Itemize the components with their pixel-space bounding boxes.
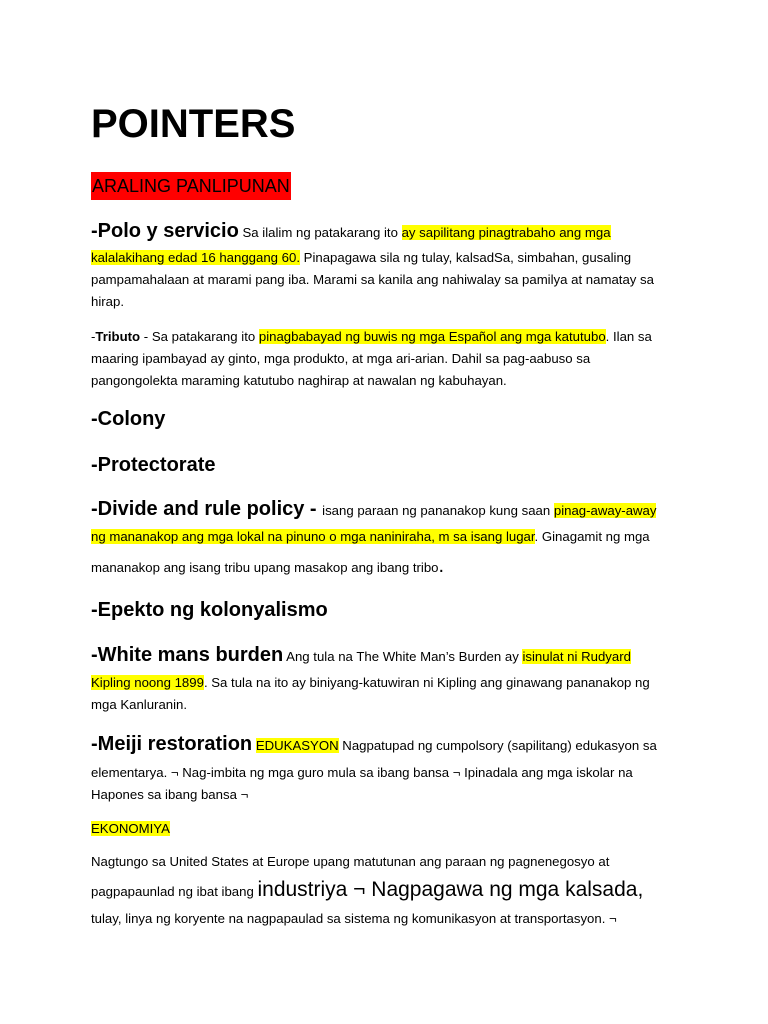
polo-line-3: pampamahalaan at marami pang iba. Marami sa kanila ang nahiwalay sa pamilya at namatay sa: [91, 272, 654, 287]
divide-highlight-1: pinag-away-away: [553, 503, 657, 518]
white-text-1: Ang tula na The White Man’s Burden ay: [283, 649, 523, 664]
epekto-heading: -Epekto ng kolonyalismo: [91, 599, 328, 621]
polo-text-1: Sa ilalim ng patakarang ito: [242, 225, 402, 240]
divide-period: .: [438, 555, 445, 577]
divide-highlight-2: ng mananakop ang mga lokal na pinuno o mga naniniraha, m sa isang lugar: [91, 529, 535, 544]
divide-heading: -Divide and rule policy -: [91, 498, 323, 520]
protectorate-heading: -Protectorate: [91, 454, 216, 476]
polo-heading: -Polo y servicio: [91, 220, 239, 242]
page-title: POINTERS: [91, 102, 296, 146]
polo-highlight-2: kalalakihang edad 16 hanggang 60.: [91, 250, 300, 265]
subject-heading: ARALING PANLIPUNAN: [91, 172, 291, 200]
ekonomiya-label: EKONOMIYA: [91, 821, 170, 836]
white-line-1: [91, 646, 631, 666]
divide-text-1: isang paraan ng pananakop kung saan: [322, 503, 554, 518]
tributo-line-2: maaring ipambayad ay ginto, mga produkto, at mga ari-arian. Dahil sa pag-aabuso sa: [91, 351, 591, 366]
tributo-label: Tributo: [95, 329, 141, 344]
polo-line-1: [91, 222, 611, 242]
tributo-prefix: -: [91, 329, 96, 344]
white-line-2: [91, 673, 650, 692]
divide-line-2: [91, 527, 650, 546]
ekonomiya-text-2: pagpapaunlad ng ibat ibang: [91, 884, 258, 899]
meiji-line-1: [91, 735, 657, 755]
colony-heading: -Colony: [91, 408, 166, 430]
edukasyon-label: EDUKASYON: [255, 738, 339, 753]
white-heading: -White mans burden: [91, 644, 284, 666]
meiji-text-1: Nagpatupad ng cumpolsory (sapilitang) edukasyon sa: [338, 738, 657, 753]
ekonomiya-line-2: [91, 880, 643, 901]
tributo-highlight: pinagbabayad ng buwis ng mga Español ang mga katutubo: [258, 329, 606, 344]
tributo-text-1b: . Ilan sa: [605, 329, 652, 344]
divide-text-2: . Ginagamit ng mga: [534, 529, 650, 544]
ekonomiya-line: [91, 819, 170, 838]
tributo-line-1: [91, 327, 652, 346]
polo-highlight-1: ay sapilitang pinagtrabaho ang mga: [401, 225, 611, 240]
polo-line-4: hirap.: [91, 294, 124, 309]
white-line-3: mga Kanluranin.: [91, 697, 188, 712]
polo-line-2: [91, 248, 631, 267]
ekonomiya-line-1: Nagtungo sa United States at Europe upang matutunan ang paraan ng pagnenegosyo at: [91, 854, 610, 869]
divide-text-3: mananakop ang isang tribu upang masakop ang ibang tribo: [91, 560, 439, 575]
ekonomiya-large-text: industriya ¬ Nagpagawa ng mga kalsada,: [257, 878, 644, 901]
polo-text-2: Pinapagawa sila ng tulay, kalsadSa, simbahan, gusaling: [300, 250, 632, 265]
meiji-line-3: Hapones sa ibang bansa ¬: [91, 787, 249, 802]
white-highlight-1: isinulat ni Rudyard: [522, 649, 631, 664]
divide-line-3: [91, 557, 444, 577]
white-highlight-2: Kipling noong 1899: [91, 675, 204, 690]
divide-line-1: [91, 500, 656, 520]
tributo-line-3: pangongolekta maraming katutubo naghirap at nawalan ng kabuhayan.: [91, 373, 507, 388]
meiji-line-2: elementarya. ¬ Nag-imbita ng mga guro mula sa ibang bansa ¬ Ipinadala ang mga iskolar na: [91, 765, 633, 780]
white-text-2: . Sa tula na ito ay biniyang-katuwiran ni Kipling ang ginawang pananakop ng: [203, 675, 650, 690]
tributo-text-1: - Sa patakarang ito: [140, 329, 259, 344]
ekonomiya-line-3: tulay, linya ng koryente na nagpapaulad sa sistema ng komunikasyon at transportasyon. ¬: [91, 911, 617, 926]
meiji-heading: -Meiji restoration: [91, 733, 253, 755]
